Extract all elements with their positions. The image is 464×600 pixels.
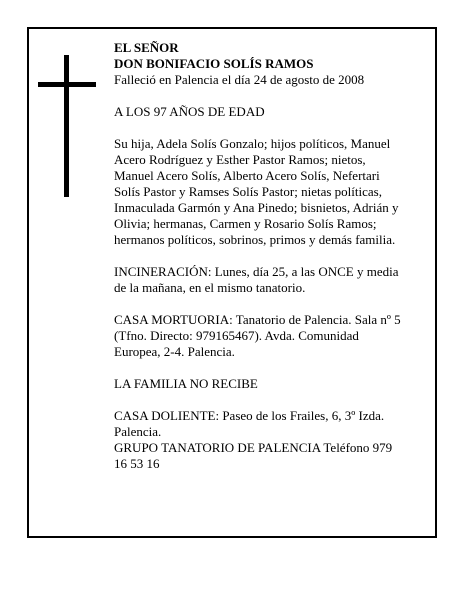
deceased-name: DON BONIFACIO SOLÍS RAMOS bbox=[114, 56, 314, 71]
family-line: Solís Pastor y Ramses Solís Pastor; nietas políticas, bbox=[114, 184, 382, 199]
funeral-home-line: (Tfno. Directo: 979165467). Avda. Comunidad bbox=[114, 328, 359, 343]
family-line: Manuel Acero Solís, Alberto Acero Solís, Nefertari bbox=[114, 168, 380, 183]
family-line: hermanos políticos, sobrinos, primos y demás familia. bbox=[114, 232, 396, 247]
age-notice: A LOS 97 AÑOS DE EDAD bbox=[114, 104, 265, 119]
company-line: 16 53 16 bbox=[114, 456, 160, 471]
deceased-title: EL SEÑOR bbox=[114, 40, 179, 55]
funeral-home-line: Europea, 2-4. Palencia. bbox=[114, 344, 235, 359]
mourning-house-line: CASA DOLIENTE: Paseo de los Frailes, 6, 3º Izda. bbox=[114, 408, 385, 423]
cremation-paragraph bbox=[114, 264, 424, 296]
mourning-house-line: Palencia. bbox=[114, 424, 162, 439]
family-line: Acero Rodríguez y Esther Pastor Ramos; nietos, bbox=[114, 152, 366, 167]
family-line: Su hija, Adela Solís Gonzalo; hijos políticos, Manuel bbox=[114, 136, 391, 151]
death-notice: Falleció en Palencia el día 24 de agosto de 2008 bbox=[114, 72, 365, 87]
family-line: Olivia; hermanas, Carmen y Rosario Solís Ramos; bbox=[114, 216, 377, 231]
cross-icon-vertical-bar bbox=[64, 55, 69, 197]
cremation-line: de la mañana, en el mismo tanatorio. bbox=[114, 280, 306, 295]
funeral-home-line: CASA MORTUORIA: Tanatorio de Palencia. Sala nº 5 bbox=[114, 312, 401, 327]
mourning-house-paragraph bbox=[114, 408, 424, 440]
cross-icon-horizontal-bar bbox=[38, 82, 96, 87]
obituary-text bbox=[114, 40, 424, 472]
family-line: Inmaculada Garmón y Ana Pinedo; bisnietos, Adrián y bbox=[114, 200, 399, 215]
company-paragraph bbox=[114, 440, 424, 472]
family-paragraph bbox=[114, 136, 424, 248]
no-visits-notice: LA FAMILIA NO RECIBE bbox=[114, 376, 258, 391]
company-line: GRUPO TANATORIO DE PALENCIA Teléfono 979 bbox=[114, 440, 393, 455]
funeral-home-paragraph bbox=[114, 312, 424, 360]
cremation-line: INCINERACIÓN: Lunes, día 25, a las ONCE y media bbox=[114, 264, 399, 279]
